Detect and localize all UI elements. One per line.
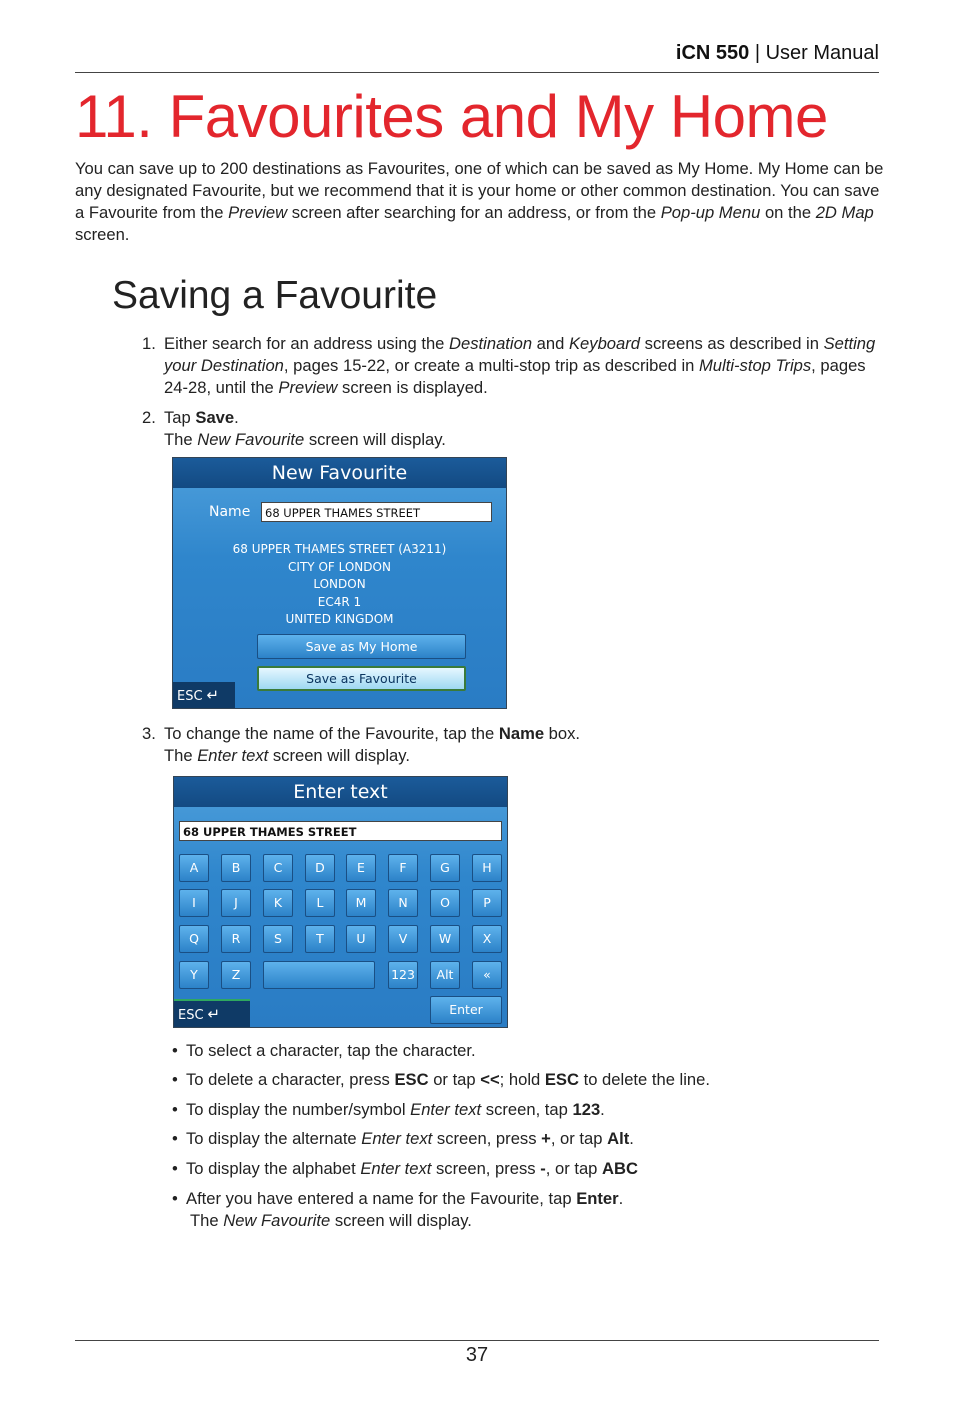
address-line: LONDON [313, 577, 366, 591]
save-as-favourite-button[interactable]: Save as Favourite [257, 666, 466, 691]
numbers-key[interactable]: 123 [388, 961, 418, 989]
new-favourite-screenshot [172, 457, 507, 709]
page-number: 37 [465, 1344, 489, 1366]
bullet-item: • After you have entered a name for the Favourite, tap Enter. The New Favourite screen will display. [172, 1189, 624, 1230]
header-separator: | [749, 42, 766, 64]
key[interactable]: S [263, 925, 293, 953]
key[interactable]: D [305, 854, 335, 882]
name-label: Name [209, 504, 251, 520]
enter-key[interactable]: Enter [430, 996, 502, 1024]
screen-title: Enter text [174, 777, 507, 807]
esc-button[interactable]: ESC ↵ [173, 682, 235, 708]
key[interactable]: B [221, 854, 251, 882]
key[interactable]: A [179, 854, 209, 882]
footer-rule [75, 1340, 879, 1341]
key[interactable]: C [263, 854, 293, 882]
screen-title: New Favourite [173, 458, 506, 488]
space-key[interactable] [263, 961, 375, 989]
key[interactable]: L [305, 889, 335, 917]
key[interactable]: Y [179, 961, 209, 989]
address-line: CITY OF LONDON [288, 560, 391, 574]
key[interactable]: R [221, 925, 251, 953]
intro-paragraph: You can save up to 200 destinations as Favourites, one of which can be saved as My Home. My Home can be any designated Favourite, but we recommend that it is your home or other common destination. You can save a Favourite from the Preview screen after searching for an address, or from the Pop-up Menu on the 2D Map screen. [75, 159, 884, 244]
step-1: 1. Either search for an address using the Destination and Keyboard screens as described in Setting your Destination, pages 15-22, or create a multi-stop trip as described in Multi-stop Trips, pages 24-28, until the Preview screen is displayed. [142, 334, 876, 397]
key[interactable]: N [388, 889, 418, 917]
key[interactable]: I [179, 889, 209, 917]
key[interactable]: O [430, 889, 460, 917]
backspace-key[interactable]: « [472, 961, 502, 989]
return-arrow-icon: ↵ [207, 1005, 221, 1023]
esc-button[interactable]: ESC ↵ [178, 1005, 221, 1023]
enter-text-screenshot [173, 776, 508, 1028]
name-field[interactable]: 68 UPPER THAMES STREET [261, 502, 492, 522]
bullet-item: • To display the number/symbol Enter text screen, tap 123. [172, 1100, 605, 1119]
key[interactable]: P [472, 889, 502, 917]
address-line: EC4R 1 [317, 595, 362, 609]
address-line: UNITED KINGDOM [285, 612, 394, 626]
key[interactable]: Z [221, 961, 251, 989]
header-rule [75, 72, 879, 73]
running-header [676, 42, 879, 65]
key[interactable]: J [221, 889, 251, 917]
step-3: 3. To change the name of the Favourite, tap the Name box. The Enter text screen will display. [142, 724, 581, 765]
step-2: 2. Tap Save. The New Favourite screen will display. [142, 408, 446, 449]
address-line: 68 UPPER THAMES STREET (A3211) [232, 542, 447, 556]
key[interactable]: Q [179, 925, 209, 953]
product-name: iCN 550 [675, 42, 750, 64]
chapter-title: 11. Favourites and My Home [75, 83, 828, 150]
key[interactable]: F [388, 854, 418, 882]
key[interactable]: X [472, 925, 502, 953]
doc-name: User Manual [765, 42, 879, 64]
key[interactable]: V [388, 925, 418, 953]
bullet-item: • To select a character, tap the character. [172, 1041, 476, 1060]
key[interactable]: T [305, 925, 335, 953]
key[interactable]: W [430, 925, 460, 953]
bullet-item: • To delete a character, press ESC or tap <<; hold ESC to delete the line. [172, 1070, 710, 1089]
key[interactable]: M [346, 889, 376, 917]
text-entry-field[interactable]: 68 UPPER THAMES STREET [179, 821, 502, 841]
bullet-item: • To display the alternate Enter text screen, press +, or tap Alt. [172, 1129, 634, 1148]
key[interactable]: U [346, 925, 376, 953]
key[interactable]: G [430, 854, 460, 882]
bullet-item: • To display the alphabet Enter text screen, press -, or tap ABC [172, 1159, 638, 1178]
section-title: Saving a Favourite [112, 274, 438, 317]
alt-key[interactable]: Alt [430, 961, 460, 989]
save-as-my-home-button[interactable]: Save as My Home [257, 634, 466, 659]
key[interactable]: H [472, 854, 502, 882]
return-arrow-icon: ↵ [206, 686, 220, 704]
key[interactable]: K [263, 889, 293, 917]
key[interactable]: E [346, 854, 376, 882]
